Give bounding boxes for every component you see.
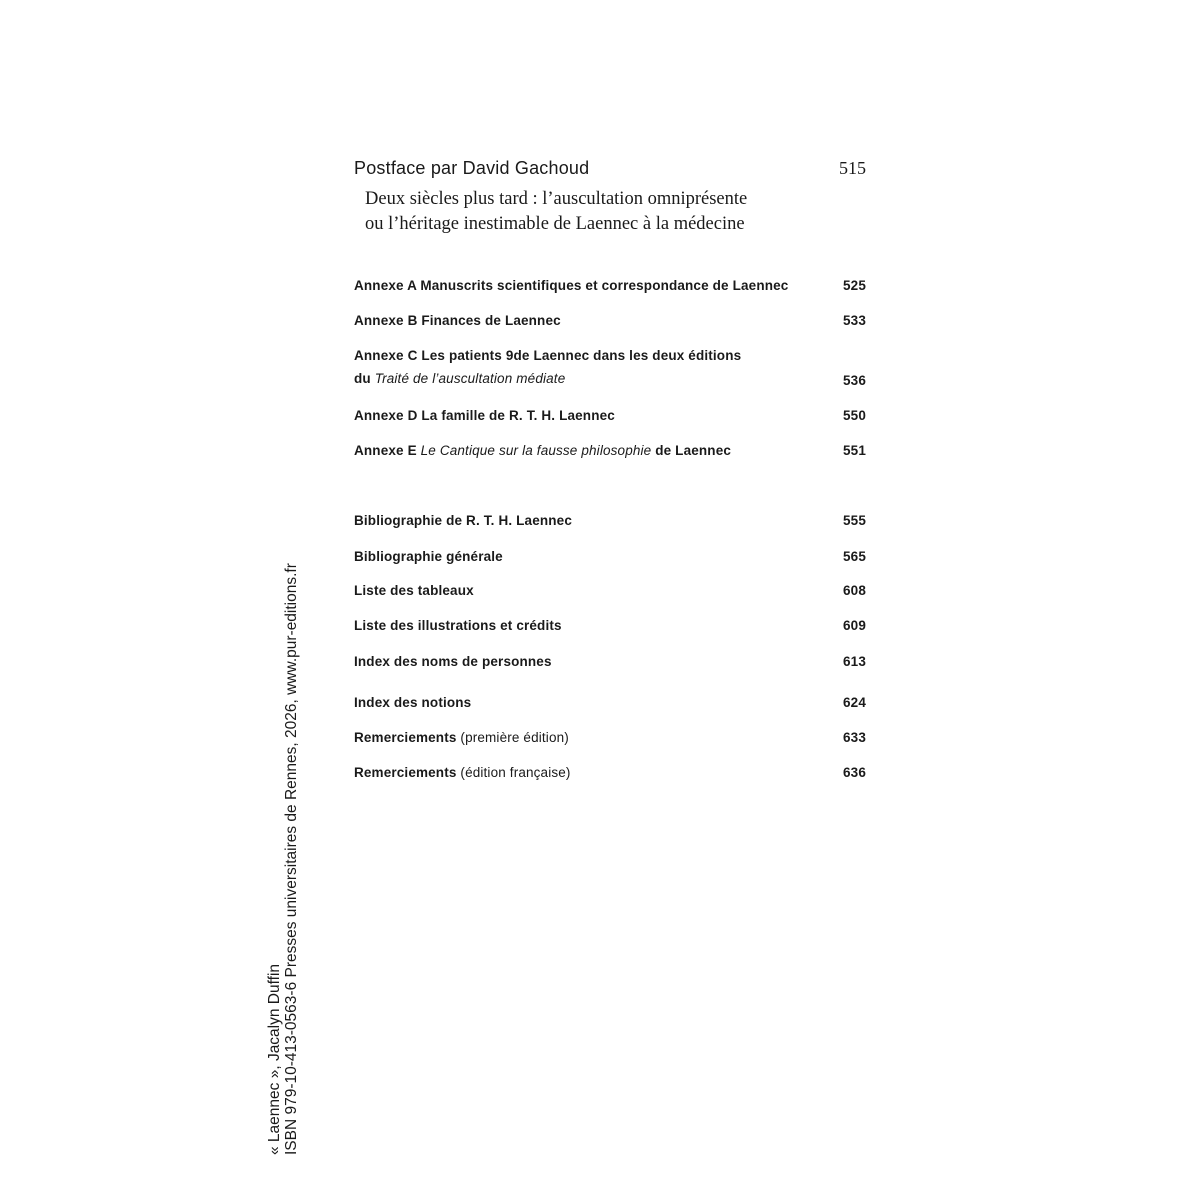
toc-entry-page: 613 [843, 654, 866, 669]
toc-entry-label: Remerciements [354, 730, 457, 745]
toc-entry-page: 550 [843, 408, 866, 423]
toc-entry-note: (édition française) [460, 765, 571, 780]
toc-entry-liste-illustrations [354, 618, 866, 633]
toc-entry-index-noms [354, 654, 866, 669]
toc-entry-label: Index des noms de personnes [354, 654, 552, 669]
toc-entry-label-italic: Traité de l’auscultation médiate [374, 371, 566, 386]
postface-subtitle-line1: Deux siècles plus tard : l’auscultation omniprésente [365, 189, 748, 209]
toc-entry-page: 555 [843, 513, 866, 528]
toc-entry-annexe-c [354, 348, 866, 386]
toc-entry-page: 609 [843, 618, 866, 633]
toc-entry-label-prefix: du [354, 371, 375, 386]
toc-entry-page: 525 [843, 278, 866, 293]
toc-entry-note: (première édition) [460, 730, 569, 745]
toc-entry-page: 551 [843, 443, 866, 458]
credit-line-2: ISBN 979-10-413-0563-6 Presses universitaires de Rennes, 2026, www.pur-editions.fr [283, 563, 300, 1155]
toc-entry-liste-tableaux [354, 583, 866, 598]
toc-entry-page: 636 [843, 765, 866, 780]
postface-title: Postface par David Gachoud [354, 158, 590, 178]
postface-subtitle-line2: ou l’héritage inestimable de Laennec à la médecine [365, 214, 745, 234]
postface-subtitle [365, 187, 835, 237]
toc-entry-page: 565 [843, 549, 866, 564]
toc-entry-page: 608 [843, 583, 866, 598]
toc-entry-label-prefix: Annexe E [354, 443, 421, 458]
toc-entry-label: Bibliographie de R. T. H. Laennec [354, 513, 572, 528]
toc-entry-page: 624 [843, 695, 866, 710]
toc-entry-label: Remerciements [354, 765, 457, 780]
toc-entry-page: 536 [843, 373, 866, 388]
toc-entry-label-suffix: de Laennec [651, 443, 732, 458]
toc-entry-page: 633 [843, 730, 866, 745]
toc-entry-bibliographie-generale [354, 549, 866, 564]
toc-entry-label-line1: Annexe C Les patients 9de Laennec dans les deux éditions [354, 348, 742, 363]
postface-page-number: 515 [839, 158, 866, 178]
toc-entry-label-italic: Le Cantique sur la fausse philosophie [420, 443, 652, 458]
toc-entry-label: Liste des illustrations et crédits [354, 618, 562, 633]
toc-entry-bibliographie-laennec [354, 513, 866, 528]
toc-entry-label: Annexe D La famille de R. T. H. Laennec [354, 408, 615, 423]
toc-entry-label-line2 [354, 371, 866, 386]
toc-entry-annexe-d [354, 408, 866, 423]
toc-entry-remerciements-francaise [354, 765, 866, 780]
toc-entry-label: Index des notions [354, 695, 472, 710]
toc-entry-label: Annexe A Manuscrits scientifiques et correspondance de Laennec [354, 278, 789, 293]
toc-entry-label: Bibliographie générale [354, 549, 503, 564]
toc-entry-label: Annexe B Finances de Laennec [354, 313, 561, 328]
toc-entry-remerciements-premiere [354, 730, 866, 745]
toc-entry-annexe-a [354, 278, 866, 293]
toc-entry-label: Liste des tableaux [354, 583, 474, 598]
toc-entry-index-notions [354, 695, 866, 710]
copyright-credit [266, 563, 317, 1155]
credit-line-1: « Laennec », Jacalyn Duffin [266, 963, 283, 1155]
toc-entry-annexe-e [354, 443, 866, 458]
toc-entry-annexe-b [354, 313, 866, 328]
toc-entry-page: 533 [843, 313, 866, 328]
